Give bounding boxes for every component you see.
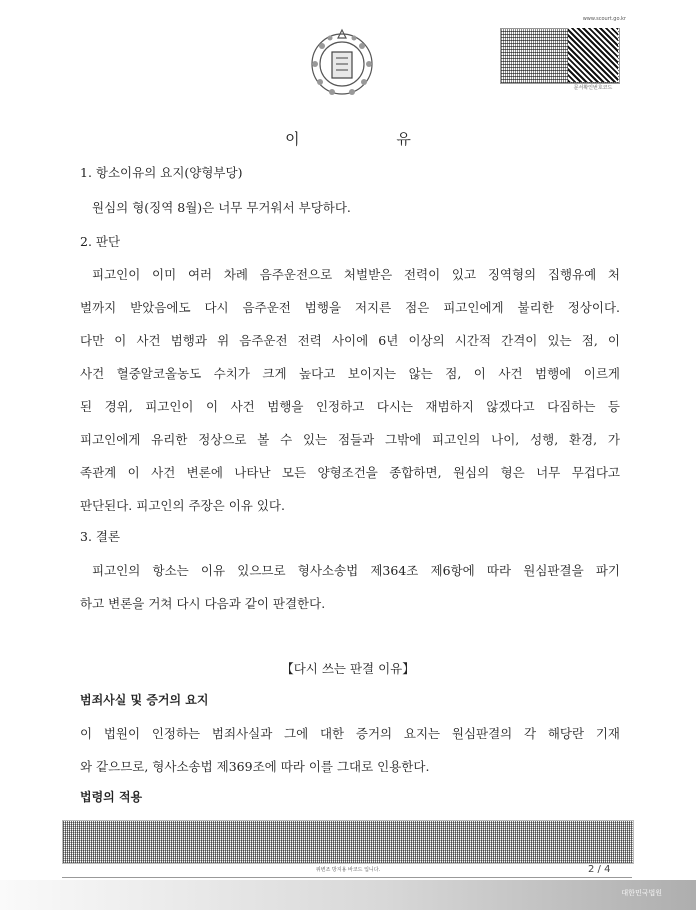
paragraph-line: 다만 이 사건 범행과 위 음주운전 전력 사이에 6년 이상의 시간적 간격이 있는 점, 이 [80,333,620,348]
paragraph-line: 와 같으므로, 형사소송법 제369조에 따라 이를 그대로 인용한다. [80,759,430,774]
page-number: 2 / 4 [588,864,611,875]
section-heading: 1. 항소이유의 요지(양형부당) [80,165,243,180]
paragraph-line: 이 법원이 인정하는 범죄사실과 그에 대한 증거의 요지는 원심판결의 각 해당란 기재 [80,726,620,741]
law-application-heading: 법령의 적용 [80,790,143,804]
footer-band [0,880,696,910]
qr-code-icon [568,28,618,82]
anti-forgery-barcode [62,820,634,864]
section-heading: 3. 결론 [80,529,121,544]
paragraph-line: 피고인이 이미 여러 차례 음주운전으로 처벌받은 전력이 있고 징역형의 집행유예 처 [92,267,620,282]
paragraph-line: 하고 변론을 거쳐 다시 다음과 같이 판결한다. [80,596,326,611]
crime-facts-heading: 범죄사실 및 증거의 요지 [80,693,209,707]
paragraph-line: 사건 혈중알코올농도 수치가 크게 높다고 보이지는 않는 점, 이 사건 범행에 이르게 [80,366,620,381]
paragraph-line: 족관계 이 사건 변론에 나타난 모든 양형조건을 종합하면, 원심의 형은 너무 무겁다고 [80,465,620,480]
paragraph-line: 벌까지 받았음에도 다시 음주운전 범행을 저지른 점은 피고인에게 불리한 정상이다. [80,300,620,315]
paragraph-line: 된 경위, 피고인이 이 사건 범행을 인정하고 다시는 재범하지 않겠다고 다짐하는 등 [80,399,620,414]
paragraph-line: 피고인의 항소는 이유 있으므로 형사소송법 제364조 제6항에 따라 원심판결을 파기 [92,563,620,578]
paragraph-line: 판단된다. 피고인의 주장은 이유 있다. [80,498,285,513]
footer-divider [62,877,632,878]
section-heading: 2. 판단 [80,234,121,249]
barcode-url: www.scourt.go.kr [582,16,626,22]
court-emblem-icon [306,24,378,102]
paragraph-line: 원심의 형(징역 8월)은 너무 무거워서 부당하다. [92,200,351,215]
footer-barcode-caption: 위변조 방지용 바코드 입니다. [315,867,381,873]
court-name-label: 대한민국법원 [621,889,662,897]
rewrite-heading: 【다시 쓰는 판결 이유】 [281,661,415,676]
paragraph-line: 피고인에게 유리한 정상으로 볼 수 있는 점들과 그밖에 피고인의 나이, 성행, 환경, 가 [80,432,620,447]
page-title: 이 유 [285,130,457,148]
barcode-caption: 문서확인번호코드 [573,85,613,91]
